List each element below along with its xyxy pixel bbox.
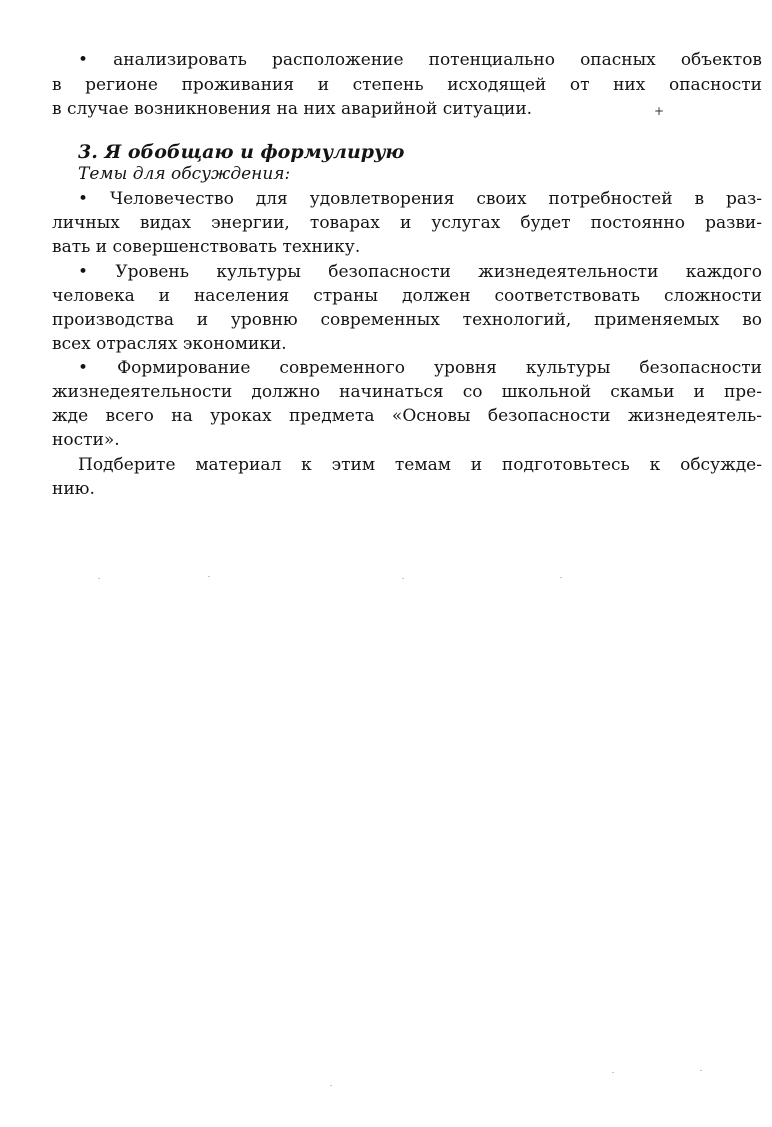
scan-speck bbox=[700, 1070, 702, 1071]
section-subheading: Темы для обсуждения: bbox=[78, 164, 291, 184]
scan-speck bbox=[560, 577, 562, 578]
topic-3-line-1: • Формирование современного уровня культуры безопасности bbox=[78, 358, 762, 378]
scan-speck bbox=[98, 578, 100, 579]
bullet-line-3: в случае возникновения на них аварийной ситуации. bbox=[52, 99, 533, 119]
closing-line-2: нию. bbox=[52, 479, 95, 499]
scan-speck bbox=[612, 1072, 614, 1073]
stray-marker: + bbox=[654, 104, 665, 118]
scan-speck bbox=[330, 1085, 332, 1086]
topic-3-line-3: жде всего на уроках предмета «Основы безопасности жизнедеятель- bbox=[52, 406, 762, 426]
topic-2-line-4: всех отраслях экономики. bbox=[52, 334, 287, 354]
closing-line-1: Подберите материал к этим темам и подготовьтесь к обсужде- bbox=[78, 455, 762, 475]
topic-2-line-1: • Уровень культуры безопасности жизнедеятельности каждого bbox=[78, 262, 762, 282]
topic-1-line-1: • Человечество для удовлетворения своих потребностей в раз- bbox=[78, 189, 762, 209]
topic-2-line-2: человека и населения страны должен соответствовать сложности bbox=[52, 286, 762, 306]
topic-1-line-2: личных видах энергии, товарах и услугах будет постоянно разви- bbox=[52, 213, 762, 233]
bullet-line-2: в регионе проживания и степень исходящей от них опасности bbox=[52, 75, 762, 95]
section-heading: 3. Я обобщаю и формулирую bbox=[78, 141, 405, 163]
topic-2-line-3: производства и уровню современных технологий, применяемых во bbox=[52, 310, 762, 330]
scan-speck bbox=[402, 578, 404, 579]
scan-speck bbox=[208, 576, 210, 577]
topic-1-line-3: вать и совершенствовать технику. bbox=[52, 237, 361, 257]
topic-3-line-2: жизнедеятельности должно начинаться со школьной скамьи и пре- bbox=[52, 382, 762, 402]
topic-3-line-4: ности». bbox=[52, 430, 120, 450]
bullet-line-1: • анализировать расположение потенциально опасных объектов bbox=[78, 50, 762, 70]
